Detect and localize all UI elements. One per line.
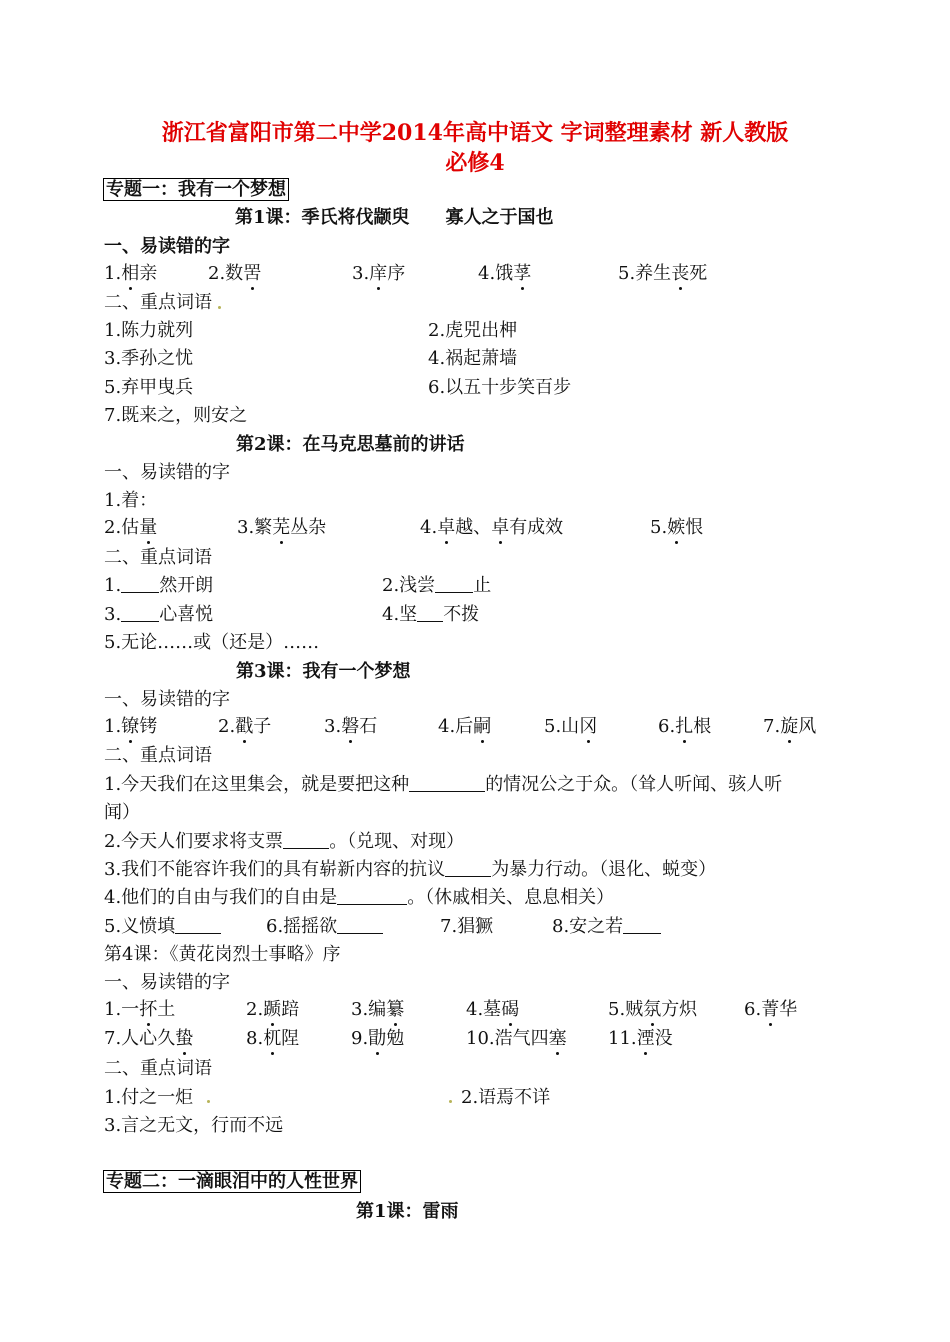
lesson2-section-terms: 二、重点词语 xyxy=(104,547,212,568)
lesson4-char-5: 5.贼氛方炽 xyxy=(608,999,698,1020)
lesson3-question-3: 3.我们不能容许我们的具有崭新内容的抗议 为暴力行动。（退化、蜕变） xyxy=(104,859,717,880)
lesson1-term-7: 7.既来之，则安之 xyxy=(104,405,248,426)
lesson1-term-4: 4.祸起萧墙 xyxy=(428,348,518,369)
lesson3-char-4: 4.后嗣 xyxy=(438,716,492,737)
lesson3-char-6: 6.扎根 xyxy=(658,716,712,737)
lesson3-question-6: 6.摇摇欲 xyxy=(266,915,383,939)
lesson4-term-2: 2.语焉不详 xyxy=(461,1087,551,1108)
lesson2-term-4: 4.坚 不拨 xyxy=(382,604,480,625)
topic2-header: 专题二：一滴眼泪中的人性世界 xyxy=(103,1170,361,1194)
lesson4-char-4: 4.墓碣 xyxy=(466,999,520,1020)
lesson1-term-2: 2.虎兕出柙 xyxy=(428,320,518,341)
lesson4-section-terms: 二、重点词语 xyxy=(104,1058,212,1079)
topic1-header: 专题一：我有一个梦想 xyxy=(103,178,289,202)
lesson3-char-2: 2.戳子 xyxy=(218,716,272,737)
lesson4-char-9: 9.勖勉 xyxy=(351,1028,405,1049)
lesson2-section-chars: 一、易读错的字 xyxy=(104,462,230,483)
lesson1-section-chars: 一、易读错的字 xyxy=(104,236,230,257)
lesson3-section-terms: 二、重点词语 xyxy=(104,745,212,766)
lesson3-question-1-cont: 闻） xyxy=(104,802,140,823)
lesson1-char-4: 4.饿莩 xyxy=(478,263,532,284)
lesson4-term-1: 1.付之一炬 xyxy=(104,1087,194,1108)
lesson1-char-2: 2.数罟 xyxy=(208,263,262,284)
lesson4-char-6: 6.菁华 xyxy=(744,999,798,1020)
lesson2-term-3: 3. 心喜悦 xyxy=(104,604,214,625)
lesson1-char-1: 1.相亲 xyxy=(104,263,158,284)
lesson3-char-3: 3.磐石 xyxy=(324,716,378,737)
document-title-line1: 浙江省富阳市第二中学2014年高中语文 字词整理素材 新人教版 xyxy=(161,120,789,146)
lesson2-term-5: 5.无论……或（还是）…… xyxy=(104,632,320,653)
stray-mark xyxy=(449,1100,452,1103)
lesson4-char-7: 7.人心久蛰 xyxy=(104,1028,194,1049)
lesson1-term-1: 1.陈力就列 xyxy=(104,320,194,341)
topic2-lesson1-title: 第1课：雷雨 xyxy=(356,1201,459,1222)
lesson2-char-4: 4.卓越、卓有成效 xyxy=(420,517,564,538)
lesson1-term-6: 6.以五十步笑百步 xyxy=(428,377,572,398)
document-title-line2: 必修4 xyxy=(445,150,505,176)
lesson4-title: 第4课：《黄花岗烈士事略》序 xyxy=(104,944,341,965)
lesson1-title: 第1课：季氏将伐颛臾 寡人之于国也 xyxy=(235,207,554,228)
lesson1-char-5: 5.养生丧死 xyxy=(618,263,708,284)
lesson1-term-3: 3.季孙之忧 xyxy=(104,348,194,369)
lesson2-char-2: 2.估量 xyxy=(104,517,158,538)
lesson2-char-1: 1.着： xyxy=(104,490,158,511)
lesson4-term-3: 3.言之无文，行而不远 xyxy=(104,1115,284,1136)
lesson1-char-3: 3.庠序 xyxy=(352,263,406,284)
lesson4-char-10: 10.浩气四塞 xyxy=(466,1028,567,1049)
lesson3-question-1: 1.今天我们在这里集会，就是要把这种 的情况公之于众。（耸人听闻、骇人听 xyxy=(104,774,783,795)
lesson1-term-5: 5.弃甲曳兵 xyxy=(104,377,194,398)
stray-mark xyxy=(218,306,221,309)
lesson3-question-2: 2.今天人们要求将支票 。（兑现、对现） xyxy=(104,831,465,852)
lesson3-question-5: 5.义愤填 xyxy=(104,915,221,939)
lesson3-question-4: 4.他们的自由与我们的自由是 。（休戚相关、息息相关） xyxy=(104,887,615,908)
lesson2-char-3: 3.繁芜丛杂 xyxy=(237,517,327,538)
lesson2-term-1: 1. 然开朗 xyxy=(104,575,214,596)
lesson3-char-5: 5.山冈 xyxy=(544,716,598,737)
lesson4-section-chars: 一、易读错的字 xyxy=(104,972,230,993)
lesson1-section-terms: 二、重点词语 xyxy=(104,292,212,313)
lesson3-section-chars: 一、易读错的字 xyxy=(104,689,230,710)
lesson2-term-2: 2.浅尝 止 xyxy=(382,575,492,596)
lesson2-char-5: 5.嫉恨 xyxy=(650,517,704,538)
lesson4-char-11: 11.湮没 xyxy=(608,1028,673,1049)
lesson3-title: 第3课：我有一个梦想 xyxy=(236,661,411,682)
lesson4-char-3: 3.编纂 xyxy=(351,999,405,1020)
lesson3-question-8: 8.安之若 xyxy=(552,915,661,939)
stray-mark xyxy=(207,1100,210,1103)
lesson3-question-7: 7.猖獗 xyxy=(440,916,494,937)
lesson3-char-1: 1.镣铐 xyxy=(104,716,158,737)
lesson3-char-7: 7.旋风 xyxy=(763,716,817,737)
lesson4-char-1: 1.一抔土 xyxy=(104,999,176,1020)
lesson4-char-8: 8.杌陧 xyxy=(246,1028,300,1049)
lesson2-title: 第2课：在马克思墓前的讲话 xyxy=(236,434,465,455)
lesson4-char-2: 2.踬踣 xyxy=(246,999,300,1020)
